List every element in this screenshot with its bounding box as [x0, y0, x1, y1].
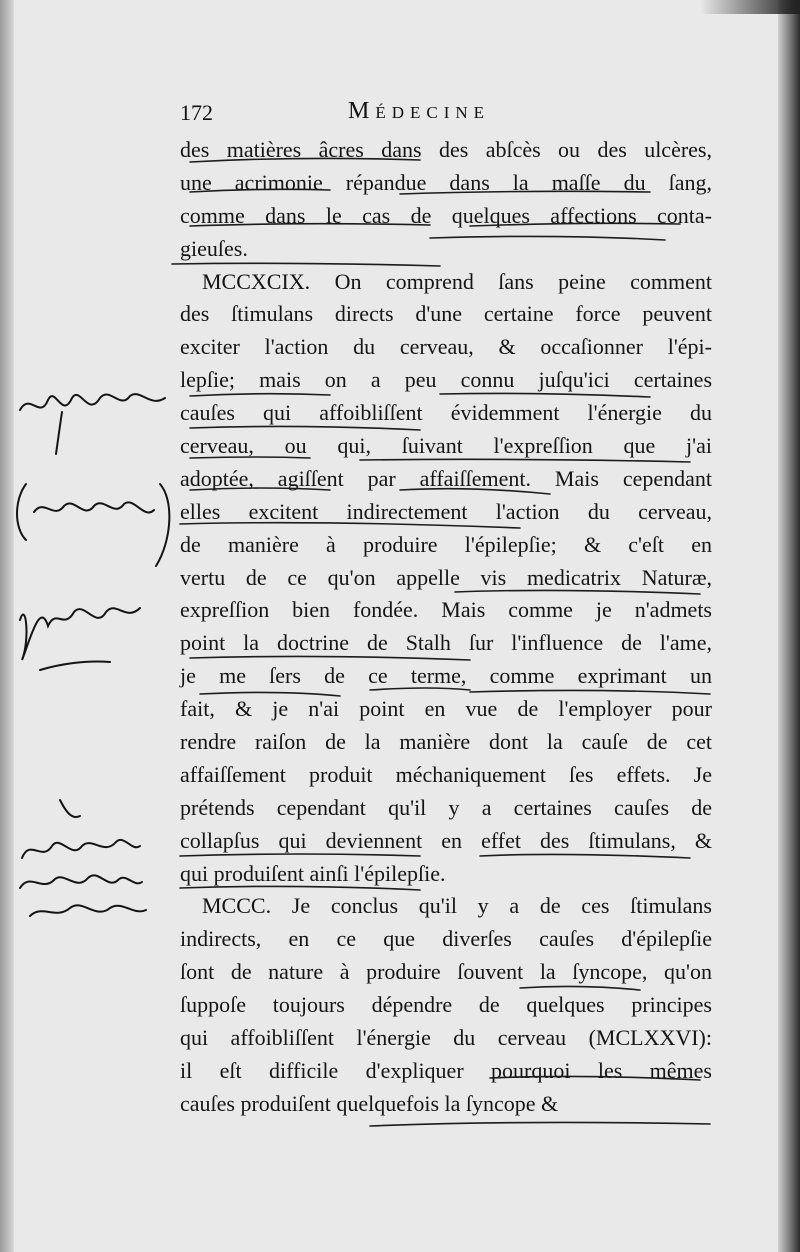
- text-line: affaiſſement produit méchaniquement ſes effets. Je: [180, 761, 712, 787]
- page-number: 172: [180, 100, 213, 125]
- text-line: vertu de ce qu'on appelle vis medicatrix Naturæ,: [180, 564, 712, 590]
- text-line: gieuſes.: [180, 235, 248, 261]
- text-line: une acrimonie répandue dans la maſſe du ſang,: [180, 169, 712, 195]
- text-line: lepſie; mais on a peu connu juſqu'ici certaines: [180, 367, 712, 393]
- text-line: MCCC. Je conclus qu'il y a de ces ſtimulans: [202, 893, 712, 919]
- text-line: MCCXCIX. On comprend ſans peine comment: [202, 268, 712, 294]
- text-line: comme dans le cas de quelques affections conta-: [180, 202, 712, 228]
- text-line: de manière à produire l'épilepſie; & c'eſt en: [180, 531, 712, 557]
- text-line: elles excitent indirectement l'action du cerveau,: [180, 498, 712, 524]
- text-line: indirects, en ce que diverſes cauſes d'épilepſie: [180, 926, 712, 952]
- text-line: ſont de nature à produire ſouvent la ſyncope, qu'on: [180, 959, 712, 985]
- text-line: prétends cependant qu'il y a certaines cauſes de: [180, 794, 712, 820]
- text-line: cerveau, ou qui, ſuivant l'expreſſion que j'ai: [180, 433, 712, 459]
- running-title: Médecine: [348, 98, 491, 124]
- text-line: des matières âcres dans des abſcès ou des ulcères,: [180, 137, 712, 162]
- text-line: des ſtimulans directs d'une certaine force peuvent: [180, 301, 712, 327]
- text-line: qui produiſent ainſi l'épilepſie.: [180, 860, 446, 886]
- text-line: je me ſers de ce terme, comme exprimant un: [180, 663, 712, 689]
- text-line: rendre raiſon de la manière dont la cauſe de cet: [180, 729, 712, 755]
- text-line: qui affoibliſſent l'énergie du cerveau (MCLXXVI):: [180, 1025, 712, 1051]
- text-line: cauſes qui affoibliſſent évidemment l'énergie du: [180, 400, 712, 426]
- text-line: expreſſion bien fondée. Mais comme je n'admets: [180, 597, 712, 623]
- text-line: point la doctrine de Stalh ſur l'influence de l'ame,: [180, 630, 712, 656]
- text-line: adoptée, agiſſent par affaiſſement. Mais cependant: [180, 465, 712, 491]
- text-line: collapſus qui deviennent en effet des ſtimulans, &: [180, 827, 712, 853]
- margin-handwriting: [0, 0, 180, 960]
- text-line: il eſt difficile d'expliquer pourquoi les mêmes: [180, 1057, 712, 1083]
- text-line: exciter l'action du cerveau, & occaſionner l'épi-: [180, 334, 712, 360]
- text-line: fait, & je n'ai point en vue de l'employer pour: [180, 696, 712, 722]
- text-line: cauſes produiſent quelquefois la ſyncope &: [180, 1090, 559, 1116]
- text-line: ſuppoſe toujours dépendre de quelques principes: [180, 992, 712, 1018]
